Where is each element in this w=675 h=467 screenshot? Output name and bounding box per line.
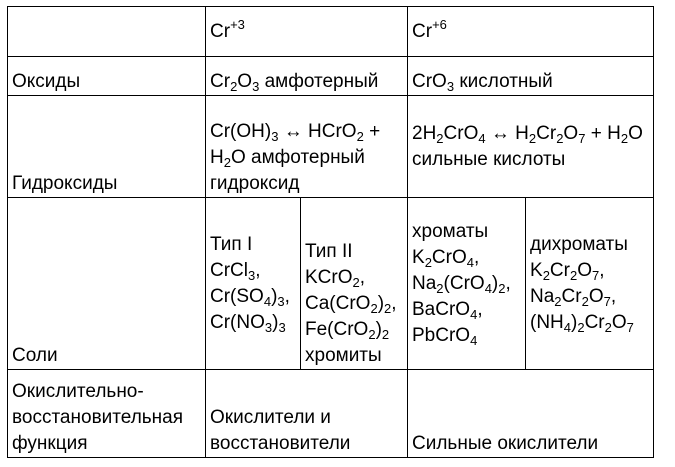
salts-dichromates <box>526 198 654 370</box>
crso43-formula: $Cr(SO_4)_3$, <box>210 285 290 309</box>
k2cr2o7-formula: $K_2Cr_2O_7$, <box>530 259 605 283</box>
cr6-charge: +6 <box>432 16 447 32</box>
crcl3-formula: CrCl$_3$, <box>210 259 261 283</box>
hydroxides-label: Гидроксиды <box>8 96 206 198</box>
hydroxides-row <box>8 96 654 198</box>
equilibrium-arrow: ↔ <box>490 122 510 144</box>
fecro22-formula: $Fe(CrO_2)_2$ <box>305 319 390 342</box>
oxides-row <box>8 57 654 96</box>
croh3-formula: $Cr(OH)_3$ <box>210 121 279 144</box>
redox-cr3: Окислители и восстановители <box>206 370 408 458</box>
chromium-compounds-table <box>7 6 654 458</box>
dichromates-title: дихроматы <box>530 233 628 255</box>
h2cro4-formula: $2H_2CrO_4$ <box>412 122 486 146</box>
bacro4-formula: BaCrO$_4$, <box>412 298 483 322</box>
kcro2-formula: KCrO$_2$, <box>305 267 366 290</box>
header-row <box>8 7 654 57</box>
k2cro4-formula: $K_2CrO_4$, <box>412 246 480 270</box>
redox-row <box>8 370 654 458</box>
h2cr2o7-formula: $H_2Cr_2O_7$ <box>515 122 586 146</box>
salts-label: Соли <box>8 198 206 370</box>
hydroxides-cr6 <box>408 96 654 198</box>
type2-title: Тип II <box>305 241 353 262</box>
cacro22-formula: $Ca(CrO_2)_2$, <box>305 293 397 316</box>
header-empty-cell <box>8 7 206 57</box>
cr2o3-formula: $Cr_2O_3$ <box>210 71 260 94</box>
equilibrium-arrow: ↔ <box>283 121 303 142</box>
redox-label: Окислительно-восстановительная функция <box>8 370 206 458</box>
salts-type2 <box>301 198 408 370</box>
oxides-cr6-text: кислотный <box>459 71 553 92</box>
cr6-symbol: Cr <box>412 20 433 42</box>
h2o-formula: $H_2O$ <box>210 147 246 170</box>
na2cr2o7-formula: $Na_2Cr_2O_7$, <box>530 285 617 309</box>
salts-chromates <box>408 198 526 370</box>
chromates-title: хроматы <box>412 220 489 242</box>
hcro2-formula: HCrO$_2$ <box>308 121 364 144</box>
type2-caption: хромиты <box>305 345 382 366</box>
hydroxides-cr3-desc: амфотерный гидроксид <box>210 147 365 194</box>
type1-title: Тип I <box>210 233 253 255</box>
cr3-charge: +3 <box>230 16 245 32</box>
na2cro42-formula: $Na_2(CrO_4)_2$, <box>412 272 511 296</box>
header-cr3 <box>206 7 408 57</box>
oxides-cr3-text: амфотерный <box>264 71 379 92</box>
redox-cr6: Сильные окислители <box>408 370 654 458</box>
hydroxides-cr6-desc: сильные кислоты <box>412 148 566 170</box>
plus-sign: + <box>590 122 602 144</box>
h2o-formula: $H_2O$ <box>607 122 643 146</box>
oxides-label: Оксиды <box>8 57 206 96</box>
cro3-formula: CrO$_3$ <box>412 71 455 94</box>
header-cr6 <box>408 7 654 57</box>
hydroxides-cr3 <box>206 96 408 198</box>
crno33-formula: $Cr(NO_3)_3$ <box>210 311 286 335</box>
nh42cr2o7-formula: $(NH_4)_2Cr_2O_7$ <box>530 311 634 335</box>
oxides-cr6 <box>408 57 654 96</box>
oxides-cr3 <box>206 57 408 96</box>
salts-type1 <box>206 198 301 370</box>
cr3-symbol: Cr <box>210 20 231 42</box>
plus-sign: + <box>369 121 381 142</box>
salts-row <box>8 198 654 370</box>
pbcro4-formula: PbCrO$_4$ <box>412 324 478 348</box>
